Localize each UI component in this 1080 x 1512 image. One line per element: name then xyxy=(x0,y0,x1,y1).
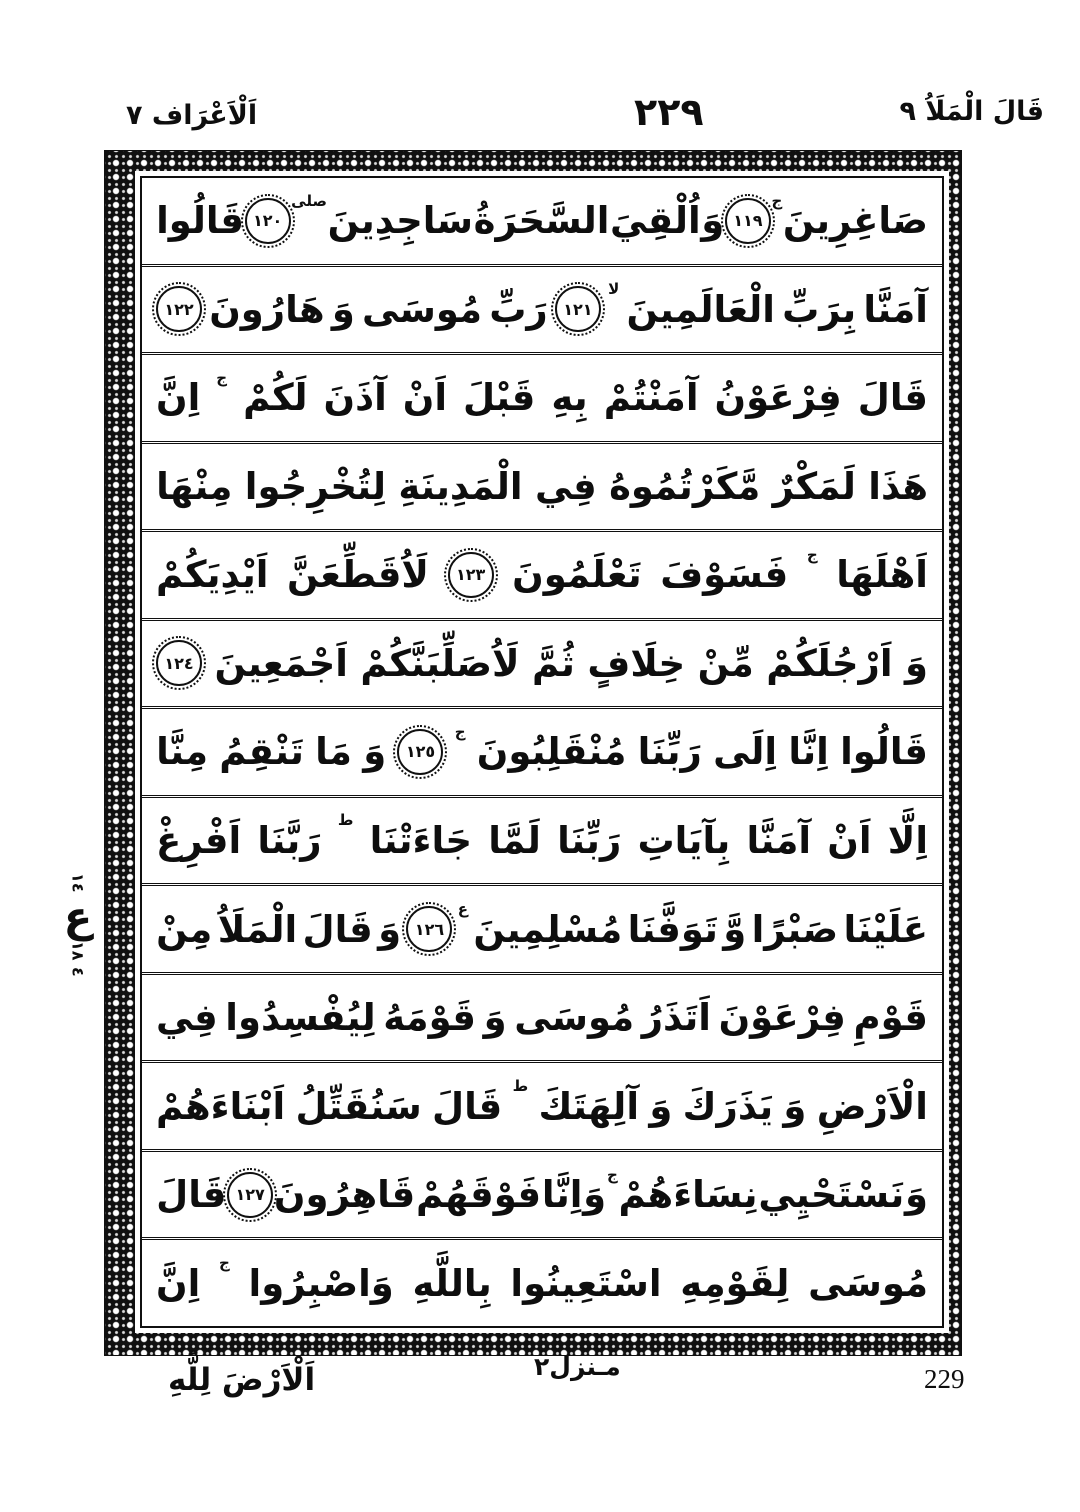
pause-mark: ج xyxy=(806,545,818,564)
verse-word: قَالُوا xyxy=(840,730,928,774)
verse-word: قَالُوا xyxy=(156,199,244,243)
verse-word: آلِهَتَكَ xyxy=(538,1084,640,1128)
header-surah-label: اَلْاَعْرَاف ٧ xyxy=(126,100,258,131)
pause-mark: ج xyxy=(771,191,783,210)
ruku-in-juz-number: ٤ xyxy=(68,967,88,977)
verse-word: لَاُقَطِّعَنَّ xyxy=(286,553,429,597)
pause-mark: صلى xyxy=(291,191,327,210)
verse-word: قَالَ xyxy=(156,1173,227,1217)
verse-word: جَاءَتْنَا xyxy=(369,818,473,862)
ayah-end-rosette: ١١٩ xyxy=(725,198,771,244)
verse-word: اسْتَعِينُوا xyxy=(510,1261,662,1305)
verse-word: وَ xyxy=(378,907,402,951)
verse-word: بِاللَّهِ xyxy=(412,1261,492,1305)
footer-catchword: اَلْاَرْضَ لِلَّهِ xyxy=(168,1362,316,1398)
pause-mark: لا xyxy=(608,280,620,299)
verse-word: مِنْ xyxy=(156,907,213,951)
verse-word: اِنَّ xyxy=(156,1261,201,1305)
ayah-end-rosette: ١٢٤ xyxy=(156,640,202,686)
verse-word: وَ xyxy=(583,1173,607,1217)
verse-word: الْعَالَمِينَ xyxy=(626,287,775,331)
footer-page-number: 229 xyxy=(924,1364,965,1394)
verse-word: مَا xyxy=(315,730,352,774)
quran-line xyxy=(142,355,942,444)
verse-word: مُنْقَلِبُونَ xyxy=(476,730,627,774)
verse-word: وَ xyxy=(905,641,928,685)
verse-word: قَالَ xyxy=(302,907,373,951)
verse-word: هَارُونَ xyxy=(209,287,325,331)
verse-word: لَكُمْ xyxy=(243,376,308,420)
verse-word: اَفْرِغْ xyxy=(156,818,242,862)
verse-word: صَاغِرِينَ xyxy=(782,199,928,243)
verse-word: بِهِ xyxy=(551,376,588,420)
verse-word: رَبَّنَا xyxy=(257,818,322,862)
verse-word: لِيُفْسِدُوا xyxy=(225,996,376,1040)
ruku-ain-symbol: ع xyxy=(63,891,93,941)
quran-line xyxy=(142,975,942,1064)
ayah-end-rosette: ١٢٦ xyxy=(406,906,452,952)
verse-word: وَاصْبِرُوا xyxy=(248,1261,394,1305)
ruku-in-surah-number: ١٤ xyxy=(68,873,88,893)
ayah-end-rosette: ١٢٠ xyxy=(245,198,291,244)
verse-word: اِنَّا xyxy=(541,1173,583,1217)
pause-mark: ج xyxy=(216,368,228,387)
verse-word: صَبْرًا xyxy=(751,907,839,951)
verse-word: لَاُصَلِّبَنَّكُمْ xyxy=(360,641,520,685)
verse-word: فِي xyxy=(535,464,597,508)
verse-word: اَبْنَاءَهُمْ xyxy=(156,1084,286,1128)
footer-manzil-label: مـنزل٢ xyxy=(534,1352,621,1381)
ruku-margin-marker xyxy=(48,872,108,983)
pause-mark: ع xyxy=(457,900,469,919)
verse-word: سَنُقَتِّلُ xyxy=(295,1084,422,1128)
verse-word: سَاجِدِينَ xyxy=(327,199,474,243)
pause-mark: ج xyxy=(219,1254,230,1273)
ayah-end-rosette: ١٢٧ xyxy=(227,1172,273,1218)
verse-word: مِنْهَا xyxy=(156,464,233,508)
verse-word: مُسْلِمِينَ xyxy=(473,907,623,951)
verse-word: قَوْمِ xyxy=(853,996,928,1040)
ornamental-border-frame xyxy=(104,150,962,1356)
verse-word: قَبْلَ xyxy=(463,376,536,420)
quran-line xyxy=(142,709,942,798)
quran-line xyxy=(142,444,942,533)
verse-word: عَلَيْنَا xyxy=(843,907,928,951)
text-block xyxy=(140,176,944,1328)
verse-word: اِلَى xyxy=(713,730,778,774)
quran-line xyxy=(142,621,942,710)
verse-word: خِلَافٍ xyxy=(587,641,686,685)
header-page-number-arabic: ٢٢٩ xyxy=(634,90,704,134)
verse-word: اَنْ xyxy=(402,376,448,420)
verse-word: قَوْمَهُ xyxy=(383,996,476,1040)
verse-word: وَ xyxy=(363,730,387,774)
verse-word: مَّكَرْتُمُوهُ xyxy=(609,464,761,508)
verse-word: رَبِّنَا xyxy=(557,818,622,862)
quran-line xyxy=(142,798,942,887)
verse-word: اُلْقِيَ xyxy=(610,199,701,243)
verse-word: فِرْعَوْنُ xyxy=(714,376,842,420)
verse-word: فَسَوْفَ xyxy=(660,553,789,597)
verse-word: وَ xyxy=(483,996,507,1040)
verse-word: تَوَفَّنَا xyxy=(627,907,718,951)
verse-word: اِلَّا xyxy=(887,818,928,862)
verse-word: تَعْلَمُونَ xyxy=(512,553,642,597)
verse-word: لَمَّا xyxy=(488,818,541,862)
verse-word: وَ xyxy=(783,1084,807,1128)
pause-mark: ج xyxy=(606,1165,618,1184)
verse-word: لِتُخْرِجُوا xyxy=(244,464,387,508)
verse-word: فِرْعَوْنَ xyxy=(718,996,846,1040)
verse-word: مِّنْ xyxy=(697,641,754,685)
verse-word: السَّحَرَةُ xyxy=(473,199,610,243)
verse-word: قَالَ xyxy=(432,1084,503,1128)
verse-word: قَالَ xyxy=(857,376,928,420)
verse-word: مُوسَى xyxy=(808,1261,928,1305)
verse-word: الْمَلَاُ xyxy=(217,907,298,951)
verse-word: اَنْ xyxy=(827,818,872,862)
verse-word: فَوْقَهُمْ xyxy=(416,1173,542,1217)
verse-word: آمَنْتُمْ xyxy=(603,376,699,420)
verse-word: وَ xyxy=(331,287,355,331)
ayah-end-rosette: ١٢٣ xyxy=(448,552,494,598)
verse-word: هَذَا xyxy=(868,464,928,508)
header-juz-label: قَالَ الْمَلَاُ ٩ xyxy=(899,96,1044,127)
quran-line xyxy=(142,267,942,356)
verse-word: الْاَرْضِ xyxy=(816,1084,928,1128)
verse-word: وَ xyxy=(701,199,725,243)
ayah-end-rosette: ١٢٢ xyxy=(156,286,202,332)
verse-word: مِنَّا xyxy=(156,730,208,774)
verse-word: نِسَاءَهُمْ xyxy=(618,1173,758,1217)
verse-word: وَّ xyxy=(723,907,747,951)
quran-line xyxy=(142,1240,942,1326)
verse-word: اَيْدِيَكُمْ xyxy=(156,553,269,597)
ayah-end-rosette: ١٢٥ xyxy=(397,729,443,775)
verse-word: قَاهِرُونَ xyxy=(273,1173,416,1217)
verse-word: آمَنَّا xyxy=(746,818,812,862)
ayah-end-rosette: ١٢١ xyxy=(555,286,601,332)
quran-line xyxy=(142,886,942,975)
verse-word: رَبِّنَا xyxy=(637,730,702,774)
verse-word: ثُمَّ xyxy=(532,641,575,685)
verse-word: رَبِّ xyxy=(489,287,548,331)
verse-word: لِقَوْمِهِ xyxy=(680,1261,790,1305)
verse-word: نَسْتَحْيِي xyxy=(758,1173,905,1217)
verse-word: بِآيَاتِ xyxy=(637,818,731,862)
verse-word: اَرْجُلَكُمْ xyxy=(766,641,893,685)
verse-word: فِي xyxy=(156,996,218,1040)
pause-mark: ط xyxy=(512,1077,529,1096)
verse-word: اَتَذَرُ xyxy=(641,996,711,1040)
verse-word: اَهْلَهَا xyxy=(836,553,928,597)
verse-word: يَذَرَكَ xyxy=(682,1084,774,1128)
verse-word: مُوسَى xyxy=(514,996,635,1040)
verse-word: اِنَّا xyxy=(788,730,829,774)
verse-word: الْمَدِينَةِ xyxy=(398,464,523,508)
verse-word: مُوسَى xyxy=(362,287,482,331)
quran-line xyxy=(142,178,942,267)
quran-line xyxy=(142,1152,942,1241)
verse-word: آذَنَ xyxy=(323,376,387,420)
frame-inner-gap xyxy=(135,171,949,1333)
quran-line xyxy=(142,1063,942,1152)
verse-word: تَنْقِمُ xyxy=(219,730,304,774)
verse-word: آمَنَّا xyxy=(863,287,928,331)
quran-line xyxy=(142,532,942,621)
ruku-ayat-count: ١٨ xyxy=(68,940,88,961)
pause-mark: ط xyxy=(337,811,354,830)
verse-word: اَجْمَعِينَ xyxy=(214,641,348,685)
verse-word: بِرَبِّ xyxy=(782,287,857,331)
pause-mark: ج xyxy=(454,722,466,741)
verse-word: لَمَكْرٌ xyxy=(772,464,856,508)
verse-word: وَ xyxy=(905,1173,928,1217)
verse-word: وَ xyxy=(649,1084,673,1128)
verse-word: اِنَّ xyxy=(156,376,201,420)
